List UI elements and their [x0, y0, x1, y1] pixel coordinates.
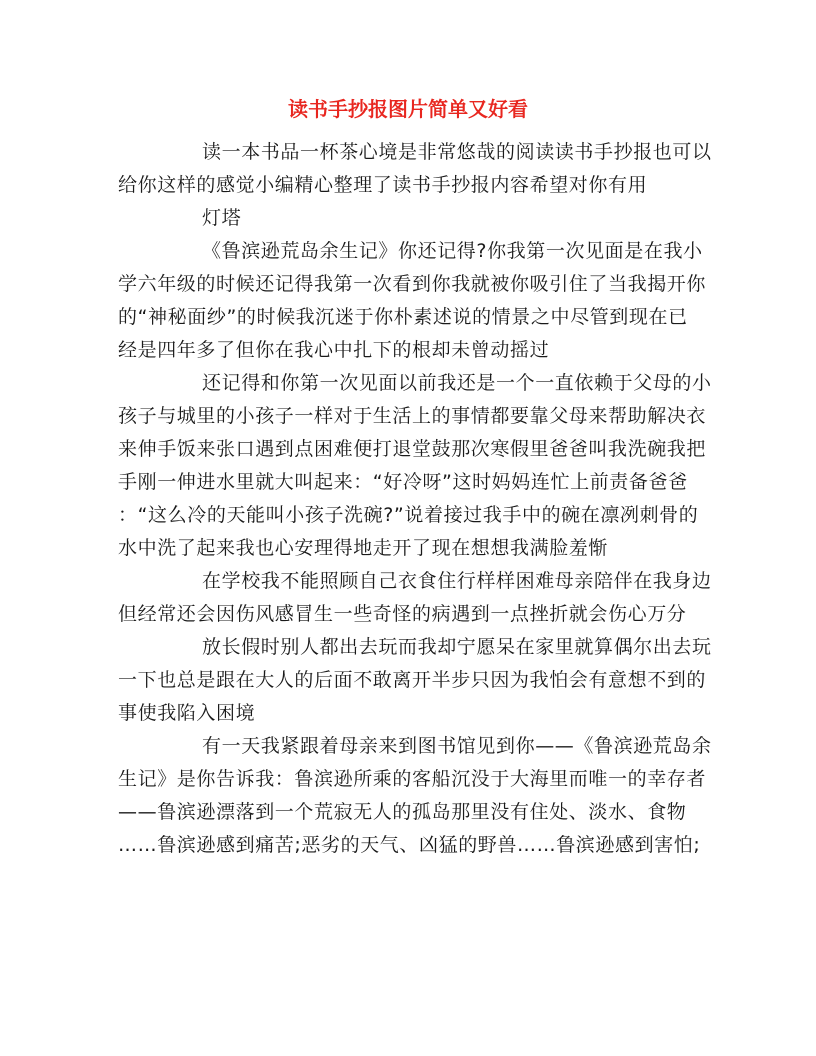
text-line: ：“这么冷的天能叫小孩子洗碗?”说着接过我手中的碗在凛冽刺骨的: [118, 504, 699, 526]
text-line: 事使我陷入困境: [118, 702, 256, 724]
text-line: 一下也总是跟在大人的后面不敢离开半步只因为我怕会有意想不到的: [118, 669, 707, 691]
text-line: 手刚一伸进水里就大叫起来：“好冷呀”这时妈妈连忙上前责备爸爸: [118, 471, 688, 493]
text-line: 孩子与城里的小孩子一样对于生活上的事情都要靠父母来帮助解决衣: [118, 405, 707, 427]
text-line: 学六年级的时候还记得我第一次看到你我就被你吸引住了当我揭开你: [118, 273, 707, 295]
document-body: [118, 136, 712, 862]
text-line: 还记得和你第一次见面以前我还是一个一直依赖于父母的小: [202, 372, 712, 394]
text-line: 放长假时别人都出去玩而我却宁愿呆在家里就算偶尔出去玩: [202, 636, 712, 658]
text-line: 来伸手饭来张口遇到点困难便打退堂鼓那次寒假里爸爸叫我洗碗我把: [118, 438, 707, 460]
text-line: 给你这样的感觉小编精心整理了读书手抄报内容希望对你有用: [118, 174, 648, 196]
text-line: 经是四年多了但你在我心中扎下的根却未曾动摇过: [118, 339, 550, 361]
document-title: 读书手抄报图片简单又好看: [288, 97, 528, 121]
text-line: 但经常还会因伤风感冒生一些奇怪的病遇到一点挫折就会伤心万分: [118, 603, 687, 625]
text-line: 在学校我不能照顾自己衣食住行样样困难母亲陪伴在我身边: [202, 570, 712, 592]
text-line: 读一本书品一杯茶心境是非常悠哉的阅读读书手抄报也可以: [202, 141, 712, 163]
text-line: 生记》是你告诉我：鲁滨逊所乘的客船沉没于大海里而唯一的幸存者: [118, 768, 707, 790]
text-line: 的“神秘面纱”的时候我沉迷于你朴素述说的情景之中尽管到现在已: [118, 306, 688, 328]
text-line: 有一天我紧跟着母亲来到图书馆见到你——《鲁滨逊荒岛余: [202, 735, 712, 757]
text-line: ……鲁滨逊感到痛苦;恶劣的天气、凶猛的野兽……鲁滨逊感到害怕;: [118, 834, 701, 856]
text-line: 水中洗了起来我也心安理得地走开了现在想想我满脸羞惭: [118, 537, 609, 559]
text-line: 《鲁滨逊荒岛余生记》你还记得?你我第一次见面是在我小: [202, 240, 703, 262]
text-line: 灯塔: [202, 207, 242, 229]
text-line: ——鲁滨逊漂落到一个荒寂无人的孤岛那里没有住处、淡水、食物: [118, 801, 687, 823]
